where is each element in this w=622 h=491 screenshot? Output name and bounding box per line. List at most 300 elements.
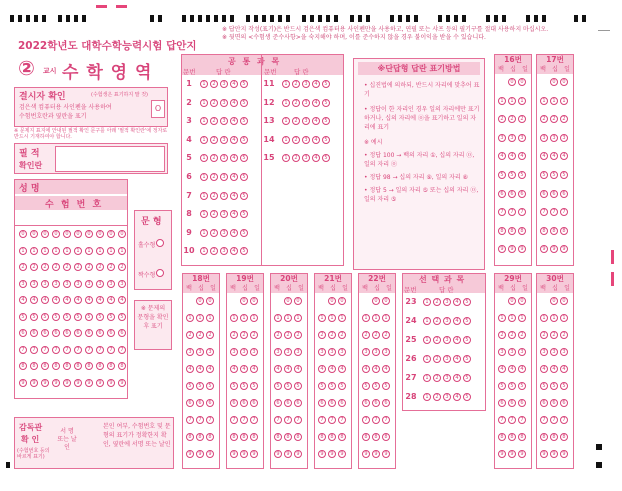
answer-bubble[interactable]: 9	[274, 450, 282, 458]
answer-bubble[interactable]: 4	[230, 99, 238, 107]
answer-bubble[interactable]: 5	[206, 382, 214, 390]
answer-bubble[interactable]: 2	[382, 331, 390, 339]
answer-bubble[interactable]: 0	[85, 230, 93, 238]
answer-bubble[interactable]: 4	[240, 365, 248, 373]
answer-bubble[interactable]: 4	[230, 229, 238, 237]
answer-bubble[interactable]: 1	[540, 97, 548, 105]
answer-bubble[interactable]: 4	[294, 365, 302, 373]
answer-bubble[interactable]: 0	[508, 78, 516, 86]
answer-bubble[interactable]: 3	[240, 348, 248, 356]
answer-bubble[interactable]: 5	[294, 382, 302, 390]
answer-bubble[interactable]: 5	[63, 313, 71, 321]
answer-bubble[interactable]: 8	[372, 433, 380, 441]
answer-bubble[interactable]: 4	[312, 99, 320, 107]
answer-bubble[interactable]: 1	[508, 314, 516, 322]
type-even[interactable]: 짝수형	[138, 269, 164, 279]
answer-bubble[interactable]: 3	[96, 280, 104, 288]
answer-bubble[interactable]: 9	[118, 379, 126, 387]
answer-bubble[interactable]: 3	[220, 117, 228, 125]
answer-bubble[interactable]: 1	[30, 247, 38, 255]
answer-bubble[interactable]: 6	[206, 399, 214, 407]
answer-bubble[interactable]: 6	[550, 190, 558, 198]
answer-bubble[interactable]: 5	[338, 382, 346, 390]
answer-bubble[interactable]: 2	[210, 173, 218, 181]
answer-bubble[interactable]: 8	[518, 227, 526, 235]
answer-bubble[interactable]: 5	[284, 382, 292, 390]
answer-bubble[interactable]: 0	[196, 297, 204, 305]
answer-bubble[interactable]: 6	[518, 190, 526, 198]
answer-bubble[interactable]: 3	[284, 348, 292, 356]
answer-bubble[interactable]: 1	[372, 314, 380, 322]
answer-bubble[interactable]: 1	[423, 374, 431, 382]
answer-bubble[interactable]: 3	[518, 134, 526, 142]
answer-bubble[interactable]: 7	[19, 346, 27, 354]
answer-bubble[interactable]: 1	[423, 336, 431, 344]
answer-bubble[interactable]: 9	[284, 450, 292, 458]
answer-bubble[interactable]: 2	[107, 263, 115, 271]
answer-bubble[interactable]: 2	[186, 331, 194, 339]
answer-bubble[interactable]: 2	[52, 263, 60, 271]
answer-bubble[interactable]: 1	[282, 117, 290, 125]
answer-bubble[interactable]: 8	[560, 227, 568, 235]
answer-bubble[interactable]: 7	[560, 416, 568, 424]
answer-bubble[interactable]: 4	[453, 374, 461, 382]
answer-bubble[interactable]: 6	[498, 190, 506, 198]
answer-bubble[interactable]: 9	[518, 245, 526, 253]
answer-bubble[interactable]: 6	[96, 329, 104, 337]
answer-bubble[interactable]: 5	[362, 382, 370, 390]
answer-bubble[interactable]: 3	[230, 348, 238, 356]
answer-bubble[interactable]: 1	[423, 393, 431, 401]
answer-bubble[interactable]: 8	[196, 433, 204, 441]
answer-bubble[interactable]: 9	[560, 245, 568, 253]
answer-bubble[interactable]: 4	[560, 365, 568, 373]
answer-bubble[interactable]: 2	[560, 115, 568, 123]
answer-bubble[interactable]: 5	[107, 313, 115, 321]
answer-bubble[interactable]: 9	[240, 450, 248, 458]
answer-bubble[interactable]: 7	[85, 346, 93, 354]
answer-bubble[interactable]: 1	[200, 192, 208, 200]
answer-bubble[interactable]: 8	[508, 433, 516, 441]
answer-bubble[interactable]: 3	[443, 393, 451, 401]
answer-bubble[interactable]: 1	[186, 314, 194, 322]
answer-bubble[interactable]: 7	[118, 346, 126, 354]
answer-bubble[interactable]: 8	[362, 433, 370, 441]
answer-bubble[interactable]: 6	[508, 190, 516, 198]
answer-bubble[interactable]: 2	[508, 331, 516, 339]
answer-bubble[interactable]: 1	[74, 247, 82, 255]
answer-bubble[interactable]: 9	[550, 450, 558, 458]
answer-bubble[interactable]: 5	[240, 382, 248, 390]
answer-bubble[interactable]: 3	[250, 348, 258, 356]
answer-bubble[interactable]: 3	[302, 99, 310, 107]
answer-bubble[interactable]: 1	[250, 314, 258, 322]
answer-bubble[interactable]: 0	[294, 297, 302, 305]
answer-bubble[interactable]: 4	[453, 355, 461, 363]
answer-bubble[interactable]: 4	[318, 365, 326, 373]
answer-bubble[interactable]: 5	[52, 313, 60, 321]
answer-bubble[interactable]: 0	[118, 230, 126, 238]
answer-bubble[interactable]: 3	[338, 348, 346, 356]
answer-bubble[interactable]: 1	[498, 97, 506, 105]
answer-bubble[interactable]: 1	[284, 314, 292, 322]
answer-bubble[interactable]: 5	[518, 171, 526, 179]
answer-bubble[interactable]: 5	[508, 382, 516, 390]
answer-bubble[interactable]: 0	[382, 297, 390, 305]
answer-bubble[interactable]: 3	[508, 134, 516, 142]
answer-bubble[interactable]: 0	[41, 230, 49, 238]
answer-bubble[interactable]: 7	[318, 416, 326, 424]
answer-bubble[interactable]: 3	[302, 136, 310, 144]
answer-bubble[interactable]: 3	[220, 80, 228, 88]
answer-bubble[interactable]: 7	[540, 416, 548, 424]
answer-bubble[interactable]: 8	[540, 433, 548, 441]
answer-bubble[interactable]: 1	[328, 314, 336, 322]
answer-bubble[interactable]: 5	[230, 382, 238, 390]
answer-bubble[interactable]: 1	[518, 97, 526, 105]
answer-bubble[interactable]: 2	[284, 331, 292, 339]
answer-bubble[interactable]: 8	[107, 362, 115, 370]
supervisor-sign[interactable]: 서 명 또는 날 인	[57, 428, 77, 451]
type-odd[interactable]: 홀수형	[138, 239, 164, 249]
answer-bubble[interactable]: 5	[19, 313, 27, 321]
answer-bubble[interactable]: 8	[250, 433, 258, 441]
answer-bubble[interactable]: 1	[382, 314, 390, 322]
answer-bubble[interactable]: 5	[463, 374, 471, 382]
answer-bubble[interactable]: 5	[96, 313, 104, 321]
answer-bubble[interactable]: 3	[508, 348, 516, 356]
answer-bubble[interactable]: 7	[518, 416, 526, 424]
answer-bubble[interactable]: 8	[118, 362, 126, 370]
answer-bubble[interactable]: 5	[328, 382, 336, 390]
answer-bubble[interactable]: 6	[52, 329, 60, 337]
answer-bubble[interactable]: 2	[250, 331, 258, 339]
answer-bubble[interactable]: 4	[19, 296, 27, 304]
answer-bubble[interactable]: 1	[423, 298, 431, 306]
answer-bubble[interactable]: 2	[338, 331, 346, 339]
answer-bubble[interactable]: 4	[453, 336, 461, 344]
answer-bubble[interactable]: 5	[240, 117, 248, 125]
answer-bubble[interactable]: 2	[433, 393, 441, 401]
answer-bubble[interactable]: 2	[294, 331, 302, 339]
answer-bubble[interactable]: 4	[30, 296, 38, 304]
answer-bubble[interactable]: 3	[19, 280, 27, 288]
answer-bubble[interactable]: 9	[52, 379, 60, 387]
answer-bubble[interactable]: 0	[19, 230, 27, 238]
answer-bubble[interactable]: 3	[518, 348, 526, 356]
answer-bubble[interactable]: 0	[30, 230, 38, 238]
answer-bubble[interactable]: 4	[230, 117, 238, 125]
answer-bubble[interactable]: 0	[518, 297, 526, 305]
answer-bubble[interactable]: 7	[540, 208, 548, 216]
answer-bubble[interactable]: 4	[540, 365, 548, 373]
answer-bubble[interactable]: 9	[85, 379, 93, 387]
answer-bubble[interactable]: 3	[443, 317, 451, 325]
answer-bubble[interactable]: 5	[118, 313, 126, 321]
answer-bubble[interactable]: 1	[560, 97, 568, 105]
answer-bubble[interactable]: 1	[560, 314, 568, 322]
answer-bubble[interactable]: 2	[508, 115, 516, 123]
answer-bubble[interactable]: 6	[118, 329, 126, 337]
answer-bubble[interactable]: 0	[240, 297, 248, 305]
answer-bubble[interactable]: 5	[240, 247, 248, 255]
answer-bubble[interactable]: 4	[560, 152, 568, 160]
answer-bubble[interactable]: 4	[518, 365, 526, 373]
answer-bubble[interactable]: 9	[382, 450, 390, 458]
answer-bubble[interactable]: 1	[200, 136, 208, 144]
answer-bubble[interactable]: 4	[230, 154, 238, 162]
answer-bubble[interactable]: 7	[284, 416, 292, 424]
answer-bubble[interactable]: 3	[302, 154, 310, 162]
answer-bubble[interactable]: 5	[498, 382, 506, 390]
answer-bubble[interactable]: 5	[274, 382, 282, 390]
answer-bubble[interactable]: 9	[540, 245, 548, 253]
answer-bubble[interactable]: 5	[463, 336, 471, 344]
answer-bubble[interactable]: 2	[63, 263, 71, 271]
answer-bubble[interactable]: 8	[284, 433, 292, 441]
answer-bubble[interactable]: 3	[443, 374, 451, 382]
answer-bubble[interactable]: 2	[518, 115, 526, 123]
answer-bubble[interactable]: 5	[322, 99, 330, 107]
answer-bubble[interactable]: 7	[362, 416, 370, 424]
answer-bubble[interactable]: 1	[282, 99, 290, 107]
answer-bubble[interactable]: 5	[240, 173, 248, 181]
answer-bubble[interactable]: 2	[292, 136, 300, 144]
answer-bubble[interactable]: 4	[96, 296, 104, 304]
answer-bubble[interactable]: 6	[498, 399, 506, 407]
answer-bubble[interactable]: 8	[318, 433, 326, 441]
answer-bubble[interactable]: 5	[508, 171, 516, 179]
answer-bubble[interactable]: 4	[52, 296, 60, 304]
answer-bubble[interactable]: 5	[318, 382, 326, 390]
answer-bubble[interactable]: 6	[186, 399, 194, 407]
answer-bubble[interactable]: 9	[508, 245, 516, 253]
answer-bubble[interactable]: 7	[74, 346, 82, 354]
answer-bubble[interactable]: 5	[240, 136, 248, 144]
answer-bubble[interactable]: 8	[294, 433, 302, 441]
answer-bubble[interactable]: 6	[338, 399, 346, 407]
answer-bubble[interactable]: 2	[362, 331, 370, 339]
answer-bubble[interactable]: 2	[292, 99, 300, 107]
answer-bubble[interactable]: 5	[372, 382, 380, 390]
answer-bubble[interactable]: 7	[498, 416, 506, 424]
answer-bubble[interactable]: 2	[518, 331, 526, 339]
answer-bubble[interactable]: 7	[107, 346, 115, 354]
answer-bubble[interactable]: 8	[550, 433, 558, 441]
answer-bubble[interactable]: 0	[284, 297, 292, 305]
answer-bubble[interactable]: 4	[540, 152, 548, 160]
answer-bubble[interactable]: 3	[382, 348, 390, 356]
answer-bubble[interactable]: 5	[240, 80, 248, 88]
answer-bubble[interactable]: 8	[30, 362, 38, 370]
answer-bubble[interactable]: 9	[372, 450, 380, 458]
answer-bubble[interactable]: 3	[206, 348, 214, 356]
answer-bubble[interactable]: 1	[294, 314, 302, 322]
answer-bubble[interactable]: 0	[372, 297, 380, 305]
answer-bubble[interactable]: 6	[382, 399, 390, 407]
answer-bubble[interactable]: 6	[230, 399, 238, 407]
answer-bubble[interactable]: 1	[200, 154, 208, 162]
answer-bubble[interactable]: 4	[453, 298, 461, 306]
answer-bubble[interactable]: 4	[206, 365, 214, 373]
answer-bubble[interactable]: 9	[294, 450, 302, 458]
answer-bubble[interactable]: 3	[274, 348, 282, 356]
answer-bubble[interactable]: 4	[250, 365, 258, 373]
answer-bubble[interactable]: 1	[362, 314, 370, 322]
answer-bubble[interactable]: 3	[443, 298, 451, 306]
answer-bubble[interactable]: 2	[41, 263, 49, 271]
answer-bubble[interactable]: 9	[518, 450, 526, 458]
absence-bubble[interactable]: O	[151, 100, 165, 118]
answer-bubble[interactable]: 6	[294, 399, 302, 407]
answer-bubble[interactable]: 2	[210, 229, 218, 237]
answer-bubble[interactable]: 5	[240, 99, 248, 107]
answer-bubble[interactable]: 4	[312, 136, 320, 144]
answer-bubble[interactable]: 1	[63, 247, 71, 255]
answer-bubble[interactable]: 3	[30, 280, 38, 288]
answer-bubble[interactable]: 3	[362, 348, 370, 356]
answer-bubble[interactable]: 5	[463, 317, 471, 325]
answer-bubble[interactable]: 1	[96, 247, 104, 255]
answer-bubble[interactable]: 2	[240, 331, 248, 339]
answer-bubble[interactable]: 3	[302, 80, 310, 88]
answer-bubble[interactable]: 9	[338, 450, 346, 458]
answer-bubble[interactable]: 5	[196, 382, 204, 390]
answer-bubble[interactable]: 4	[508, 152, 516, 160]
answer-bubble[interactable]: 2	[498, 115, 506, 123]
answer-bubble[interactable]: 5	[41, 313, 49, 321]
answer-bubble[interactable]: 5	[322, 136, 330, 144]
answer-bubble[interactable]: 8	[338, 433, 346, 441]
answer-bubble[interactable]: 5	[498, 171, 506, 179]
answer-bubble[interactable]: 3	[443, 336, 451, 344]
answer-bubble[interactable]: 7	[560, 208, 568, 216]
answer-bubble[interactable]: 7	[550, 208, 558, 216]
answer-bubble[interactable]: 1	[498, 314, 506, 322]
answer-bubble[interactable]: 5	[85, 313, 93, 321]
answer-bubble[interactable]: 2	[540, 331, 548, 339]
exam-number-input[interactable]	[15, 212, 127, 226]
answer-bubble[interactable]: 8	[186, 433, 194, 441]
answer-bubble[interactable]: 9	[63, 379, 71, 387]
answer-bubble[interactable]: 2	[560, 331, 568, 339]
answer-bubble[interactable]: 8	[540, 227, 548, 235]
answer-bubble[interactable]: 8	[206, 433, 214, 441]
answer-bubble[interactable]: 6	[362, 399, 370, 407]
answer-bubble[interactable]: 3	[302, 117, 310, 125]
answer-bubble[interactable]: 3	[220, 247, 228, 255]
answer-bubble[interactable]: 1	[85, 247, 93, 255]
answer-bubble[interactable]: 6	[240, 399, 248, 407]
answer-bubble[interactable]: 3	[63, 280, 71, 288]
answer-bubble[interactable]: 1	[200, 210, 208, 218]
answer-bubble[interactable]: 4	[284, 365, 292, 373]
answer-bubble[interactable]: 5	[74, 313, 82, 321]
answer-bubble[interactable]: 4	[230, 192, 238, 200]
answer-bubble[interactable]: 5	[322, 117, 330, 125]
answer-bubble[interactable]: 4	[230, 210, 238, 218]
answer-bubble[interactable]: 3	[220, 229, 228, 237]
answer-bubble[interactable]: 1	[282, 154, 290, 162]
answer-bubble[interactable]: 3	[540, 134, 548, 142]
answer-bubble[interactable]: 9	[96, 379, 104, 387]
answer-bubble[interactable]: 9	[550, 245, 558, 253]
answer-bubble[interactable]: 8	[328, 433, 336, 441]
answer-bubble[interactable]: 2	[433, 355, 441, 363]
answer-bubble[interactable]: 9	[540, 450, 548, 458]
answer-bubble[interactable]: 6	[508, 399, 516, 407]
answer-bubble[interactable]: 0	[518, 78, 526, 86]
answer-bubble[interactable]: 4	[85, 296, 93, 304]
answer-bubble[interactable]: 1	[107, 247, 115, 255]
answer-bubble[interactable]: 3	[560, 134, 568, 142]
answer-bubble[interactable]: 6	[540, 190, 548, 198]
answer-bubble[interactable]: 1	[196, 314, 204, 322]
answer-bubble[interactable]: 8	[498, 227, 506, 235]
answer-bubble[interactable]: 4	[508, 365, 516, 373]
answer-bubble[interactable]: 3	[220, 173, 228, 181]
answer-bubble[interactable]: 8	[274, 433, 282, 441]
answer-bubble[interactable]: 7	[41, 346, 49, 354]
answer-bubble[interactable]: 7	[230, 416, 238, 424]
answer-bubble[interactable]: 7	[206, 416, 214, 424]
answer-bubble[interactable]: 2	[19, 263, 27, 271]
answer-bubble[interactable]: 8	[230, 433, 238, 441]
answer-bubble[interactable]: 5	[240, 210, 248, 218]
answer-bubble[interactable]: 6	[63, 329, 71, 337]
answer-bubble[interactable]: 5	[186, 382, 194, 390]
answer-bubble[interactable]: 3	[74, 280, 82, 288]
answer-bubble[interactable]: 4	[107, 296, 115, 304]
answer-bubble[interactable]: 1	[206, 314, 214, 322]
answer-bubble[interactable]: 8	[85, 362, 93, 370]
answer-bubble[interactable]: 4	[338, 365, 346, 373]
answer-bubble[interactable]: 7	[96, 346, 104, 354]
answer-bubble[interactable]: 3	[220, 136, 228, 144]
answer-bubble[interactable]: 3	[498, 134, 506, 142]
answer-bubble[interactable]: 2	[210, 154, 218, 162]
answer-bubble[interactable]: 2	[74, 263, 82, 271]
answer-bubble[interactable]: 6	[30, 329, 38, 337]
answer-bubble[interactable]: 4	[362, 365, 370, 373]
answer-bubble[interactable]: 9	[560, 450, 568, 458]
answer-bubble[interactable]: 2	[498, 331, 506, 339]
answer-bubble[interactable]: 4	[312, 117, 320, 125]
answer-bubble[interactable]: 2	[292, 154, 300, 162]
answer-bubble[interactable]: 2	[210, 210, 218, 218]
answer-bubble[interactable]: 9	[186, 450, 194, 458]
answer-bubble[interactable]: 6	[560, 190, 568, 198]
answer-bubble[interactable]: 1	[550, 97, 558, 105]
answer-bubble[interactable]: 5	[550, 171, 558, 179]
answer-bubble[interactable]: 7	[508, 208, 516, 216]
answer-bubble[interactable]: 8	[550, 227, 558, 235]
answer-bubble[interactable]: 2	[210, 192, 218, 200]
answer-bubble[interactable]: 0	[96, 230, 104, 238]
answer-bubble[interactable]: 5	[560, 171, 568, 179]
answer-bubble[interactable]: 9	[19, 379, 27, 387]
answer-bubble[interactable]: 3	[196, 348, 204, 356]
answer-bubble[interactable]: 0	[508, 297, 516, 305]
answer-bubble[interactable]: 5	[550, 382, 558, 390]
answer-bubble[interactable]: 9	[498, 245, 506, 253]
answer-bubble[interactable]: 2	[328, 331, 336, 339]
answer-bubble[interactable]: 7	[328, 416, 336, 424]
answer-bubble[interactable]: 6	[19, 329, 27, 337]
answer-bubble[interactable]: 9	[206, 450, 214, 458]
answer-bubble[interactable]: 4	[274, 365, 282, 373]
answer-bubble[interactable]: 9	[41, 379, 49, 387]
